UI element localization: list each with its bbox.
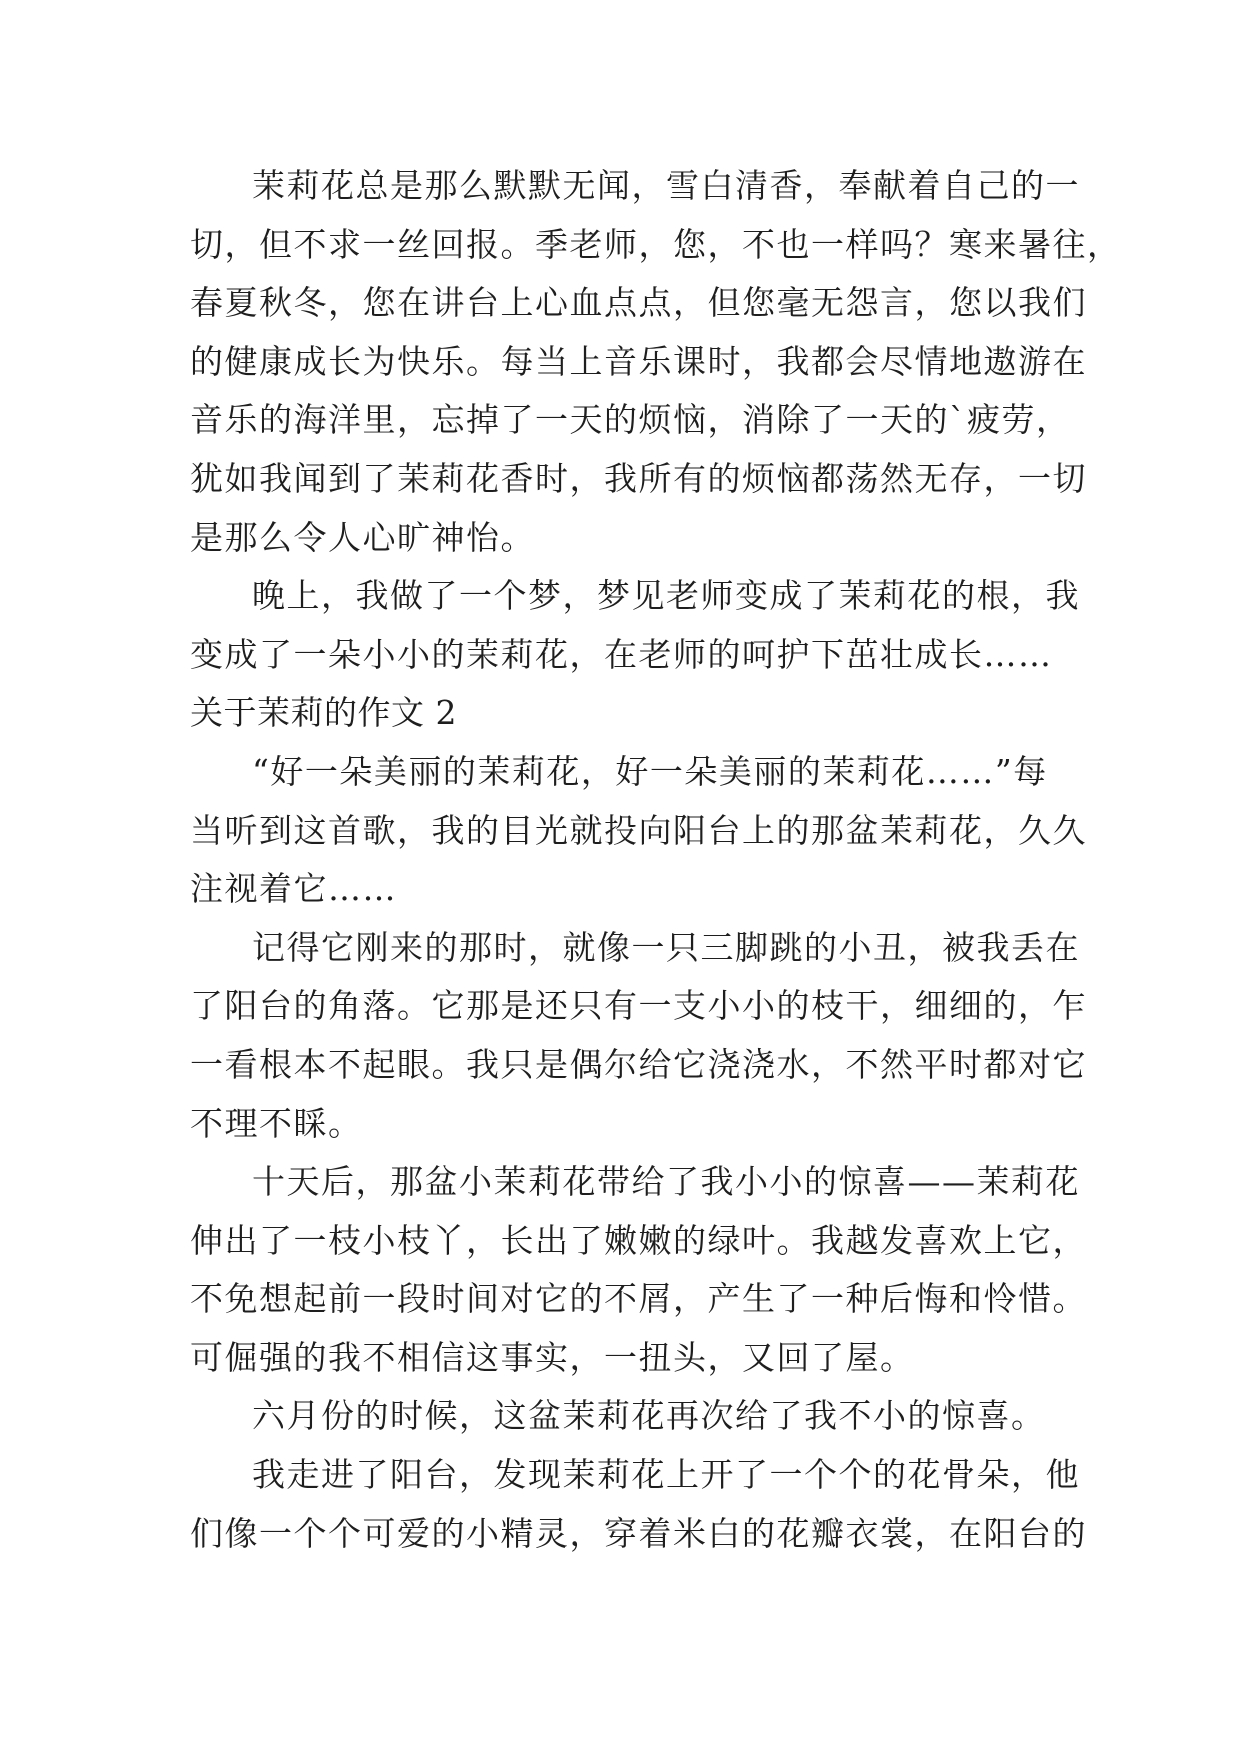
paragraph-line: 音乐的海洋里，忘掉了一天的烦恼，消除了一天的`疲劳， xyxy=(190,400,1071,440)
paragraph-line: “好一朵美丽的茉莉花，好一朵美丽的茉莉花……”每 xyxy=(252,751,1048,791)
paragraph-line: 注视着它…… xyxy=(190,869,397,909)
paragraph-line: 茉莉花总是那么默默无闻，雪白清香，奉献着自己的一 xyxy=(252,166,1080,205)
paragraph-line: 春夏秋冬，您在讲台上心血点点，但您毫无怨言，您以我们 xyxy=(190,283,1087,323)
paragraph-line: 不理不睬。 xyxy=(190,1103,363,1143)
paragraph-line: 切，但不求一丝回报。季老师，您，不也一样吗？寒来暑往， xyxy=(190,224,1122,264)
essay-title: 关于茉莉的作文 2 xyxy=(190,693,457,733)
paragraph-line: 我走进了阳台，发现茉莉花上开了一个个的花骨朵，他 xyxy=(252,1455,1080,1495)
paragraph-line: 当听到这首歌，我的目光就投向阳台上的那盆茉莉花，久久 xyxy=(190,810,1087,850)
paragraph-line: 伸出了一枝小枝丫，长出了嫩嫩的绿叶。我越发喜欢上它， xyxy=(190,1220,1087,1260)
paragraph-line: 的健康成长为快乐。每当上音乐课时，我都会尽情地遨游在 xyxy=(190,341,1087,381)
paragraph-line: 晚上，我做了一个梦，梦见老师变成了茉莉花的根，我 xyxy=(252,576,1080,616)
paragraph-line: 一看根本不起眼。我只是偶尔给它浇浇水，不然平时都对它 xyxy=(190,1044,1087,1084)
paragraph-line: 六月份的时候，这盆茉莉花再次给了我不小的惊喜。 xyxy=(252,1396,1046,1436)
paragraph-line: 们像一个个可爱的小精灵，穿着米白的花瓣衣裳，在阳台的 xyxy=(190,1513,1087,1553)
paragraph-line: 记得它刚来的那时，就像一只三脚跳的小丑，被我丢在 xyxy=(252,927,1080,967)
essay-body xyxy=(190,157,1122,1563)
paragraph-line: 犹如我闻到了茉莉花香时，我所有的烦恼都荡然无存，一切 xyxy=(190,458,1087,498)
paragraph-line: 十天后，那盆小茉莉花带给了我小小的惊喜——茉莉花 xyxy=(252,1162,1080,1202)
paragraph-line: 了阳台的角落。它那是还只有一支小小的枝干，细细的，乍 xyxy=(190,986,1087,1026)
paragraph-line: 可倔强的我不相信这事实，一扭头，又回了屋。 xyxy=(190,1337,915,1377)
paragraph-line: 是那么令人心旷神怡。 xyxy=(190,517,535,557)
paragraph-line: 变成了一朵小小的茉莉花，在老师的呵护下茁壮成长…… xyxy=(190,634,1053,674)
paragraph-line: 不免想起前一段时间对它的不屑，产生了一种后悔和怜惜。 xyxy=(190,1279,1087,1319)
